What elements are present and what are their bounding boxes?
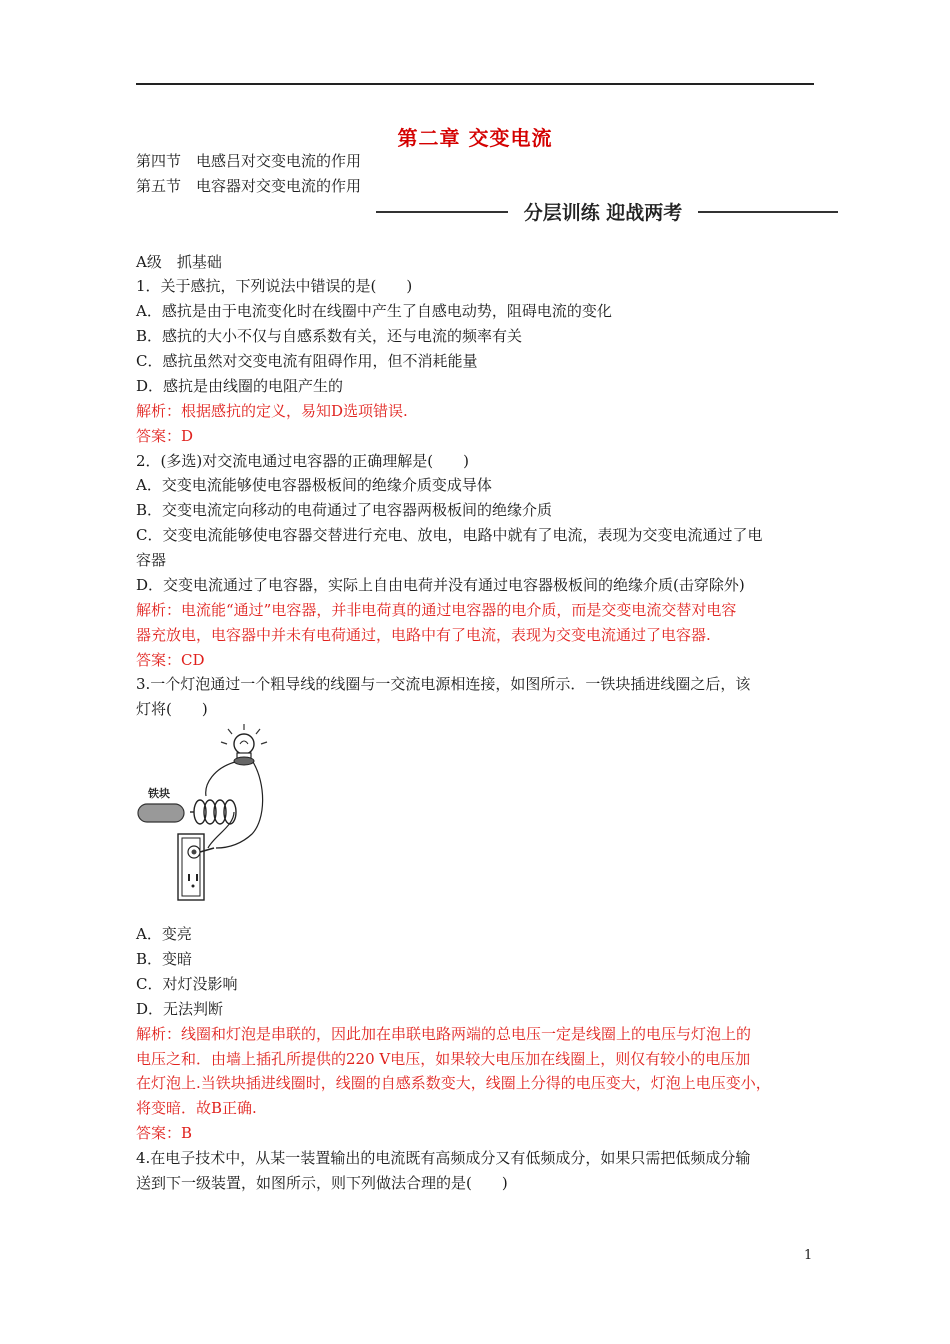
q3-answer: 答案：B xyxy=(136,1124,193,1142)
banner-rule-right xyxy=(698,211,838,213)
q3-option-a: A．变亮 xyxy=(136,925,192,943)
q4-stem: 4.在电子技术中，从某一装置输出的电流既有高频成分又有低频成分，如果只需把低频成分输 xyxy=(136,1149,751,1167)
coil-icon xyxy=(190,800,236,824)
page-number: 1 xyxy=(804,1248,813,1263)
banner-rule-left xyxy=(376,211,508,213)
banner xyxy=(136,198,816,226)
wall-socket-icon xyxy=(178,834,204,900)
q3-stem: 3.一个灯泡通过一个粗导线的线圈与一交流电源相连接，如图所示．一铁块插进线圈之后，该 xyxy=(136,675,751,693)
q2-answer: 答案：CD xyxy=(136,651,205,669)
q3-analysis: 将变暗．故B正确. xyxy=(136,1099,257,1117)
q3-analysis: 解析：线圈和灯泡是串联的，因此加在串联电路两端的总电压一定是线圈上的电压与灯泡上的 xyxy=(136,1025,752,1043)
chapter-title: 第二章 交变电流 xyxy=(397,126,553,150)
q1-option-a: A．感抗是由于电流变化时在线圈中产生了自感电动势，阻碍电流的变化 xyxy=(136,302,612,320)
iron-block-icon xyxy=(138,804,184,822)
section-heading: 第四节 电感吕对交变电流的作用 xyxy=(136,152,362,170)
header-rule xyxy=(136,83,814,85)
q1-option-b: B．感抗的大小不仅与自感系数有关，还与电流的频率有关 xyxy=(136,327,523,345)
q3-option-b: B．变暗 xyxy=(136,950,193,968)
circuit-figure xyxy=(134,724,274,904)
q4-stem: 送到下一级装置，如图所示，则下列做法合理的是( ) xyxy=(136,1174,508,1192)
section-heading: 第五节 电容器对交变电流的作用 xyxy=(136,177,362,195)
q2-option-c: C．交变电流能够使电容器交替进行充电、放电，电路中就有了电流，表现为交变电流通过了电 xyxy=(136,526,763,544)
q2-stem: 2．(多选)对交流电通过电容器的正确理解是( ) xyxy=(136,452,469,470)
level-heading: A级 抓基础 xyxy=(136,253,222,271)
bulb-icon xyxy=(234,734,254,765)
q2-option-d: D．交变电流通过了电容器，实际上自由电荷并没有通过电容器极板间的绝缘介质(击穿除外) xyxy=(136,576,745,594)
q1-analysis: 解析：根据感抗的定义，易知D选项错误. xyxy=(136,402,408,420)
q2-analysis: 器充放电，电容器中并未有电荷通过，电路中有了电流，表现为交变电流通过了电容器. xyxy=(136,626,711,644)
q3-analysis: 在灯泡上.当铁块插进线圈时，线圈的自感系数变大，线圈上分得的电压变大，灯泡上电压变小， xyxy=(136,1074,771,1092)
q3-stem: 灯将( ) xyxy=(136,700,208,718)
q1-stem: 1．关于感抗，下列说法中错误的是( ) xyxy=(136,277,413,295)
banner-text: 分层训练 迎战两考 xyxy=(523,202,683,224)
q2-option-a: A．交变电流能够使电容器极板间的绝缘介质变成导体 xyxy=(136,476,492,494)
q1-option-d: D．感抗是由线圈的电阻产生的 xyxy=(136,377,344,395)
iron-block-label: 铁块 xyxy=(148,787,170,800)
q3-option-c: C．对灯没影响 xyxy=(136,975,238,993)
q3-option-d: D．无法判断 xyxy=(136,1000,224,1018)
q3-analysis: 电压之和．由墙上插孔所提供的220 V电压，如果较大电压加在线圈上，则仅有较小的电压加 xyxy=(136,1050,751,1068)
q1-answer: 答案：D xyxy=(136,427,194,445)
q2-analysis: 解析：电流能“通过”电容器，并非电荷真的通过电容器的电介质，而是交变电流交替对电容 xyxy=(136,601,737,619)
q2-option-b: B．交变电流定向移动的电荷通过了电容器两极板间的绝缘介质 xyxy=(136,501,553,519)
q2-option-c-cont: 容器 xyxy=(136,551,167,569)
q1-option-c: C．感抗虽然对交变电流有阻碍作用，但不消耗能量 xyxy=(136,352,478,370)
